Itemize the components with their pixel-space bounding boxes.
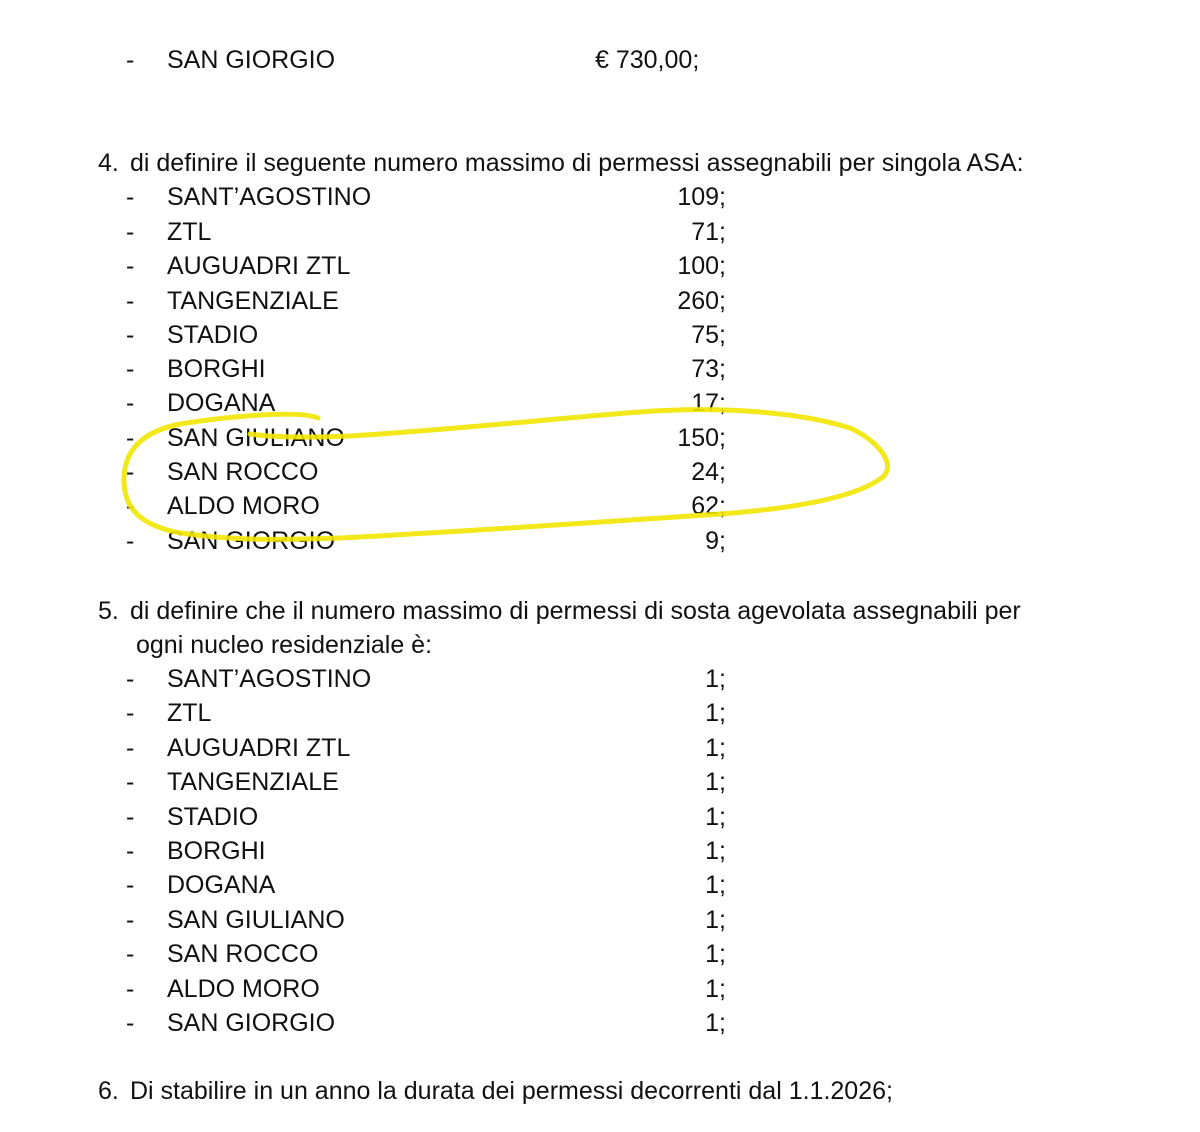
list-item-top <box>0 43 1200 77</box>
permit-count: 1; <box>705 871 726 899</box>
list-dash: - <box>126 975 135 1003</box>
list-item <box>0 180 1200 214</box>
list-dash: - <box>126 218 135 246</box>
area-name: ALDO MORO <box>167 975 320 1003</box>
section-5-heading <box>98 594 1021 628</box>
area-name: ZTL <box>167 699 212 727</box>
area-name: SAN GIULIANO <box>167 906 345 934</box>
list-dash: - <box>126 837 135 865</box>
list-item <box>0 318 1200 352</box>
list-item <box>0 834 1200 868</box>
list-dash: - <box>126 1009 135 1037</box>
list-item <box>0 662 1200 696</box>
list-dash: - <box>126 252 135 280</box>
list-item <box>0 215 1200 249</box>
permit-count: 1; <box>705 665 726 693</box>
list-item <box>0 249 1200 283</box>
list-item <box>0 524 1200 558</box>
permit-count: 1; <box>705 940 726 968</box>
list-item <box>0 455 1200 489</box>
permit-count: 150; <box>677 424 726 452</box>
list-dash: - <box>126 906 135 934</box>
section-4-heading <box>98 146 1024 180</box>
list-dash: - <box>126 768 135 796</box>
section-text: di definire il seguente numero massimo di permessi assegnabili per singola ASA: <box>130 149 1024 177</box>
permit-count: 1; <box>705 906 726 934</box>
list-dash: - <box>126 665 135 693</box>
list-dash: - <box>126 734 135 762</box>
list-item <box>0 1006 1200 1040</box>
list-dash: - <box>126 321 135 349</box>
list-dash: - <box>126 355 135 383</box>
list-dash: - <box>126 940 135 968</box>
permit-count: 62; <box>691 492 726 520</box>
list-dash: - <box>126 183 135 211</box>
list-item <box>0 800 1200 834</box>
permit-count: 73; <box>691 355 726 383</box>
area-name: SAN GIULIANO <box>167 424 345 452</box>
list-item <box>0 421 1200 455</box>
list-dash: - <box>126 871 135 899</box>
permit-count: 9; <box>705 527 726 555</box>
list-item <box>0 937 1200 971</box>
section-text: di definire che il numero massimo di permessi di sosta agevolata assegnabili per <box>130 597 1021 625</box>
area-name: SAN ROCCO <box>167 940 319 968</box>
list-item <box>0 386 1200 420</box>
permit-count: 1; <box>705 699 726 727</box>
permit-count: 100; <box>677 252 726 280</box>
permit-count: 24; <box>691 458 726 486</box>
permit-count: 1; <box>705 837 726 865</box>
section-number: 4. <box>98 149 119 177</box>
permit-count: 1; <box>705 768 726 796</box>
area-name: TANGENZIALE <box>167 768 339 796</box>
list-item <box>0 868 1200 902</box>
list-item <box>0 489 1200 523</box>
permit-count: 1; <box>705 1009 726 1037</box>
list-dash: - <box>126 803 135 831</box>
section-number: 6. <box>98 1077 119 1105</box>
list-dash: - <box>126 492 135 520</box>
permit-count: 17; <box>691 389 726 417</box>
section-5-heading-continuation: ogni nucleo residenziale è: <box>136 631 433 659</box>
list-item <box>0 284 1200 318</box>
area-name: DOGANA <box>167 389 276 417</box>
permit-count: 1; <box>705 975 726 1003</box>
permit-count: 260; <box>677 287 726 315</box>
area-name: ALDO MORO <box>167 492 320 520</box>
fee-value: € 730,00; <box>595 46 700 74</box>
permit-count: 71; <box>691 218 726 246</box>
permit-count: 1; <box>705 803 726 831</box>
area-name: SANT’AGOSTINO <box>167 183 372 211</box>
list-dash: - <box>126 699 135 727</box>
list-item <box>0 903 1200 937</box>
area-name: SAN GIORGIO <box>167 46 336 74</box>
area-name: AUGUADRI ZTL <box>167 252 351 280</box>
area-name: SAN ROCCO <box>167 458 319 486</box>
list-dash: - <box>126 424 135 452</box>
area-name: ZTL <box>167 218 212 246</box>
list-dash: - <box>126 287 135 315</box>
area-name: SAN GIORGIO <box>167 527 336 555</box>
list-item <box>0 972 1200 1006</box>
area-name: SANT’AGOSTINO <box>167 665 372 693</box>
list-dash: - <box>126 527 135 555</box>
section-6-heading <box>98 1074 893 1108</box>
permit-count: 1; <box>705 734 726 762</box>
list-dash: - <box>126 458 135 486</box>
area-name: SAN GIORGIO <box>167 1009 336 1037</box>
permit-count: 75; <box>691 321 726 349</box>
area-name: AUGUADRI ZTL <box>167 734 351 762</box>
permit-count: 109; <box>677 183 726 211</box>
list-item <box>0 765 1200 799</box>
list-dash: - <box>126 389 135 417</box>
list-dash: - <box>126 46 135 74</box>
area-name: TANGENZIALE <box>167 287 339 315</box>
list-item <box>0 696 1200 730</box>
list-item <box>0 352 1200 386</box>
list-item <box>0 731 1200 765</box>
area-name: STADIO <box>167 803 259 831</box>
section-number: 5. <box>98 597 119 625</box>
area-name: DOGANA <box>167 871 276 899</box>
area-name: BORGHI <box>167 837 266 865</box>
section-text: Di stabilire in un anno la durata dei permessi decorrenti dal 1.1.2026; <box>130 1077 893 1105</box>
area-name: STADIO <box>167 321 259 349</box>
area-name: BORGHI <box>167 355 266 383</box>
